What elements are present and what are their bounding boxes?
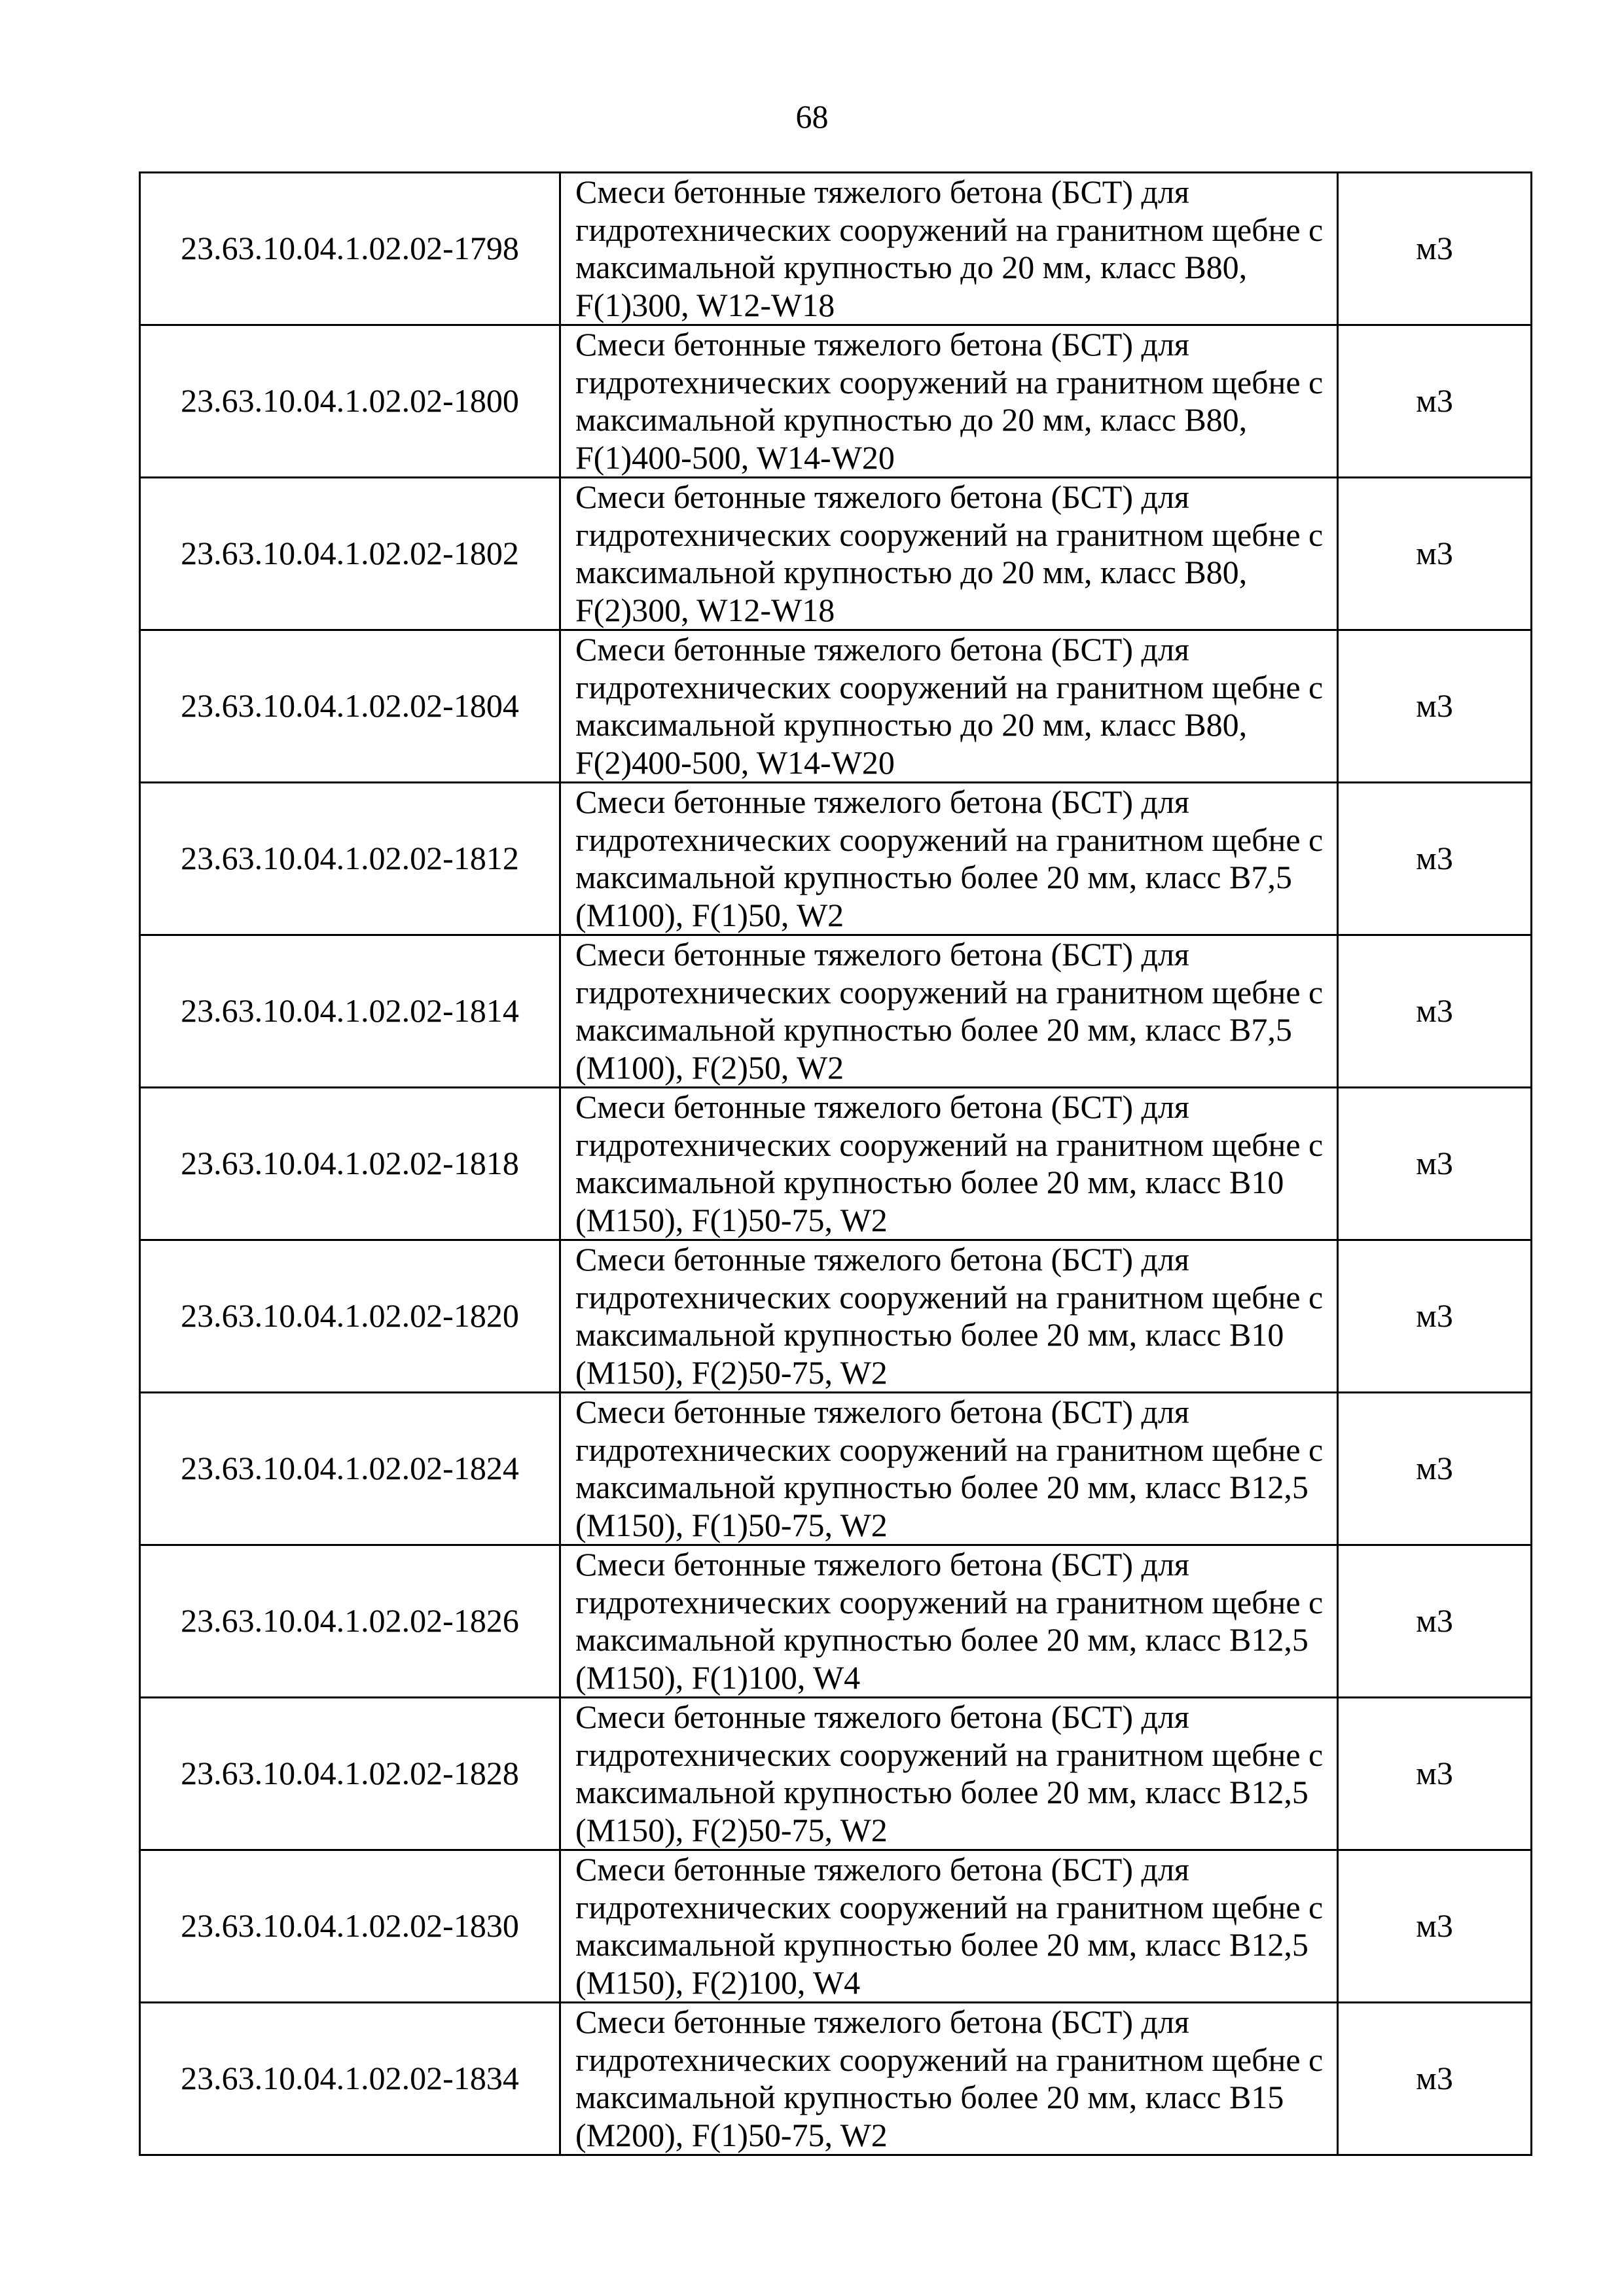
resource-description-cell: Смеси бетонные тяжелого бетона (БСТ) для гидротехнических сооружений на гранитном щебне с максимальной крупностью более 20 мм, класс В7,5 (М100), F(1)50, W2 [560,783,1338,935]
table-row [140,630,1532,783]
resource-description-cell: Смеси бетонные тяжелого бетона (БСТ) для гидротехнических сооружений на гранитном щебне с максимальной крупностью до 20 мм, класс В80, F(1)400-500, W14-W20 [560,325,1338,478]
table-row [140,1545,1532,1698]
unit-cell: м3 [1338,1240,1532,1393]
resource-description-cell: Смеси бетонные тяжелого бетона (БСТ) для гидротехнических сооружений на гранитном щебне с максимальной крупностью более 20 мм, класс В10 (М150), F(1)50-75, W2 [560,1088,1338,1240]
resource-code-cell: 23.63.10.04.1.02.02-1800 [140,325,560,478]
resource-code-cell: 23.63.10.04.1.02.02-1814 [140,935,560,1088]
resource-code-cell: 23.63.10.04.1.02.02-1812 [140,783,560,935]
table-row [140,1240,1532,1393]
unit-cell: м3 [1338,783,1532,935]
resource-description-cell: Смеси бетонные тяжелого бетона (БСТ) для гидротехнических сооружений на гранитном щебне с максимальной крупностью более 20 мм, класс В12,5 (М150), F(2)100, W4 [560,1850,1338,2003]
unit-cell: м3 [1338,1393,1532,1545]
resource-code-cell: 23.63.10.04.1.02.02-1826 [140,1545,560,1698]
page-number: 68 [795,98,829,135]
unit-cell: м3 [1338,478,1532,630]
materials-table [139,171,1532,2156]
resource-description-cell: Смеси бетонные тяжелого бетона (БСТ) для гидротехнических сооружений на гранитном щебне с максимальной крупностью до 20 мм, класс В80, F(1)300, W12-W18 [560,173,1338,325]
resource-code-cell: 23.63.10.04.1.02.02-1798 [140,173,560,325]
resource-description-cell: Смеси бетонные тяжелого бетона (БСТ) для гидротехнических сооружений на гранитном щебне с максимальной крупностью более 20 мм, класс В12,5 (М150), F(2)50-75, W2 [560,1698,1338,1850]
resource-description-cell: Смеси бетонные тяжелого бетона (БСТ) для гидротехнических сооружений на гранитном щебне с максимальной крупностью более 20 мм, класс В7,5 (М100), F(2)50, W2 [560,935,1338,1088]
table-row [140,478,1532,630]
resource-description-cell: Смеси бетонные тяжелого бетона (БСТ) для гидротехнических сооружений на гранитном щебне с максимальной крупностью более 20 мм, класс В12,5 (М150), F(1)50-75, W2 [560,1393,1338,1545]
resource-code-cell: 23.63.10.04.1.02.02-1804 [140,630,560,783]
unit-cell: м3 [1338,1698,1532,1850]
table-row [140,1850,1532,2003]
resource-description-cell: Смеси бетонные тяжелого бетона (БСТ) для гидротехнических сооружений на гранитном щебне с максимальной крупностью более 20 мм, класс В15 (М200), F(1)50-75, W2 [560,2003,1338,2155]
unit-cell: м3 [1338,935,1532,1088]
unit-cell: м3 [1338,173,1532,325]
resource-description-cell: Смеси бетонные тяжелого бетона (БСТ) для гидротехнических сооружений на гранитном щебне с максимальной крупностью более 20 мм, класс В10 (М150), F(2)50-75, W2 [560,1240,1338,1393]
table-row [140,1088,1532,1240]
table-body [140,173,1532,2155]
resource-description-cell: Смеси бетонные тяжелого бетона (БСТ) для гидротехнических сооружений на гранитном щебне с максимальной крупностью до 20 мм, класс В80, F(2)400-500, W14-W20 [560,630,1338,783]
resource-code-cell: 23.63.10.04.1.02.02-1820 [140,1240,560,1393]
resource-code-cell: 23.63.10.04.1.02.02-1828 [140,1698,560,1850]
table-row [140,1393,1532,1545]
unit-cell: м3 [1338,1088,1532,1240]
unit-cell: м3 [1338,1545,1532,1698]
table-row [140,325,1532,478]
resource-code-cell: 23.63.10.04.1.02.02-1830 [140,1850,560,2003]
unit-cell: м3 [1338,1850,1532,2003]
table-row [140,935,1532,1088]
unit-cell: м3 [1338,630,1532,783]
resource-code-cell: 23.63.10.04.1.02.02-1834 [140,2003,560,2155]
resource-description-cell: Смеси бетонные тяжелого бетона (БСТ) для гидротехнических сооружений на гранитном щебне с максимальной крупностью более 20 мм, класс В12,5 (М150), F(1)100, W4 [560,1545,1338,1698]
table-row [140,783,1532,935]
table-row [140,2003,1532,2155]
resource-code-cell: 23.63.10.04.1.02.02-1802 [140,478,560,630]
resource-code-cell: 23.63.10.04.1.02.02-1824 [140,1393,560,1545]
resource-description-cell: Смеси бетонные тяжелого бетона (БСТ) для гидротехнических сооружений на гранитном щебне с максимальной крупностью до 20 мм, класс В80, F(2)300, W12-W18 [560,478,1338,630]
unit-cell: м3 [1338,2003,1532,2155]
resource-code-cell: 23.63.10.04.1.02.02-1818 [140,1088,560,1240]
table-row [140,1698,1532,1850]
unit-cell: м3 [1338,325,1532,478]
table-row [140,173,1532,325]
